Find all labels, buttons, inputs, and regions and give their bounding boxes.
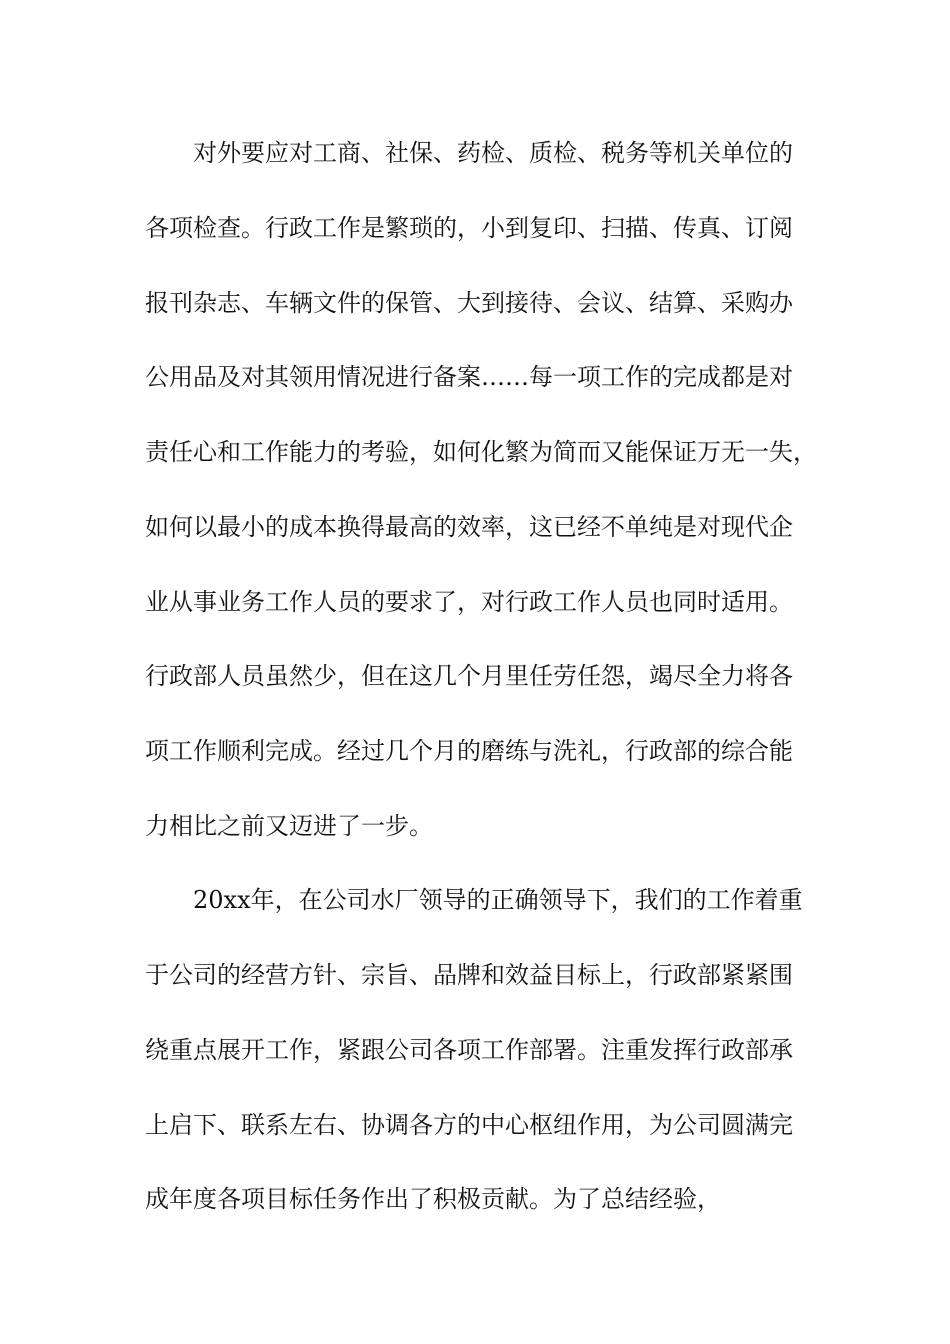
paragraph-1-line-4: 公用品及对其领用情况进行备案……每一项工作的完成都是对 <box>145 363 793 391</box>
paragraph-2-line-4: 上启下、联系左右、协调各方的中心枢纽作用，为公司圆满完 <box>145 1111 793 1139</box>
paragraph-2-line-1: 20xx年，在公司水厂领导的正确领导下，我们的工作着重 <box>193 886 803 914</box>
paragraph-1-line-8: 行政部人员虽然少，但在这几个月里任劳任怨，竭尽全力将各 <box>145 662 793 690</box>
paragraph-1-line-7: 业从事业务工作人员的要求了，对行政工作人员也同时适用。 <box>145 588 793 616</box>
paragraph-1-line-2: 各项检查。行政工作是繁琐的，小到复印、扫描、传真、订阅 <box>145 214 793 242</box>
paragraph-2-line-3: 绕重点展开工作，紧跟公司各项工作部署。注重发挥行政部承 <box>145 1036 793 1064</box>
paragraph-1-line-9: 项工作顺利完成。经过几个月的磨练与洗礼，行政部的综合能 <box>145 737 793 765</box>
paragraph-2-line-5: 成年度各项目标任务作出了积极贡献。为了总结经验， <box>145 1185 721 1213</box>
paragraph-1-line-1: 对外要应对工商、社保、药检、质检、税务等机关单位的 <box>193 139 793 167</box>
paragraph-1-line-10: 力相比之前又迈进了一步。 <box>145 812 433 840</box>
paragraph-1-line-3: 报刊杂志、车辆文件的保管、大到接待、会议、结算、采购办 <box>145 289 793 317</box>
paragraph-1-line-5: 责任心和工作能力的考验，如何化繁为简而又能保证万无一失， <box>145 438 817 466</box>
paragraph-1-line-6: 如何以最小的成本换得最高的效率，这已经不单纯是对现代企 <box>145 513 793 541</box>
paragraph-2-line-2: 于公司的经营方针、宗旨、品牌和效益目标上，行政部紧紧围 <box>145 961 793 989</box>
